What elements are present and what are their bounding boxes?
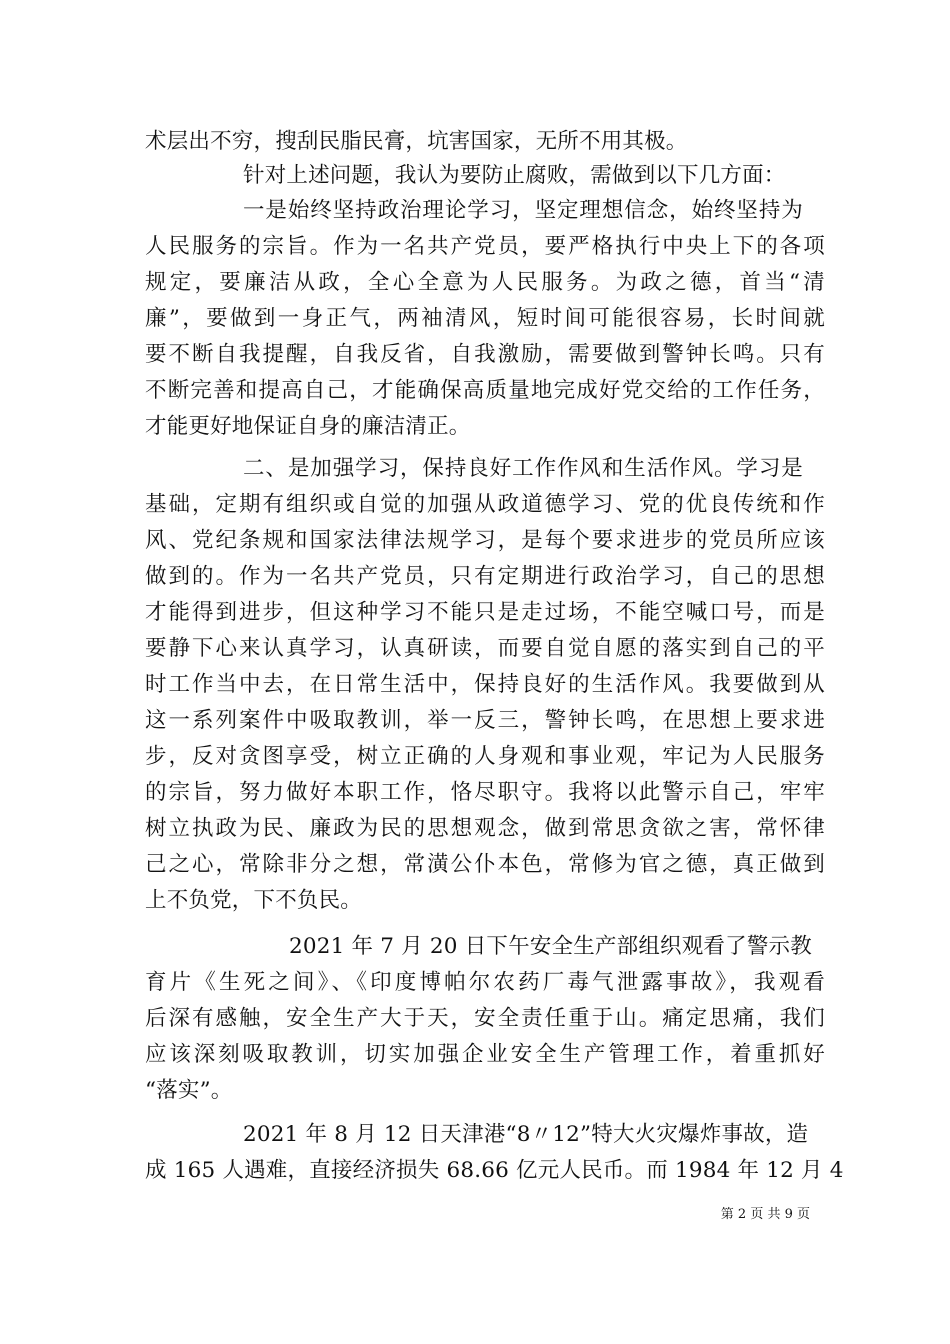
text-line: 不断完善和提高自己，才能确保高质量地完成好党交给的工作任务， (145, 378, 825, 403)
text-line: 做到的。作为一名共产党员，只有定期进行政治学习，自己的思想 (145, 564, 825, 589)
text-line: 后深有感触，安全生产大于天，安全责任重于山。痛定思痛，我们 (145, 1006, 825, 1031)
text-line: 要不断自我提醒，自我反省，自我激励，需要做到警钟长鸣。只有 (145, 342, 825, 367)
text-line: 2021 年 8 月 12 日天津港“8〃12”特大火灾爆炸事故，造 (243, 1122, 809, 1147)
text-line: 廉”，要做到一身正气，两袖清风，短时间可能很容易，长时间就 (145, 306, 825, 331)
text-line: 时工作当中去，在日常生活中，保持良好的生活作风。我要做到从 (145, 672, 825, 697)
text-line: 规定，要廉洁从政，全心全意为人民服务。为政之德，首当“清 (145, 270, 825, 295)
text-line: 这一系列案件中吸取教训，举一反三，警钟长鸣，在思想上要求进 (145, 708, 825, 733)
text-line: 育片《生死之间》、《印度博帕尔农药厂毒气泄露事故》，我观看 (145, 970, 825, 995)
text-line: “落实”。 (145, 1078, 233, 1103)
text-line: 的宗旨，努力做好本职工作，恪尽职守。我将以此警示自己，牢牢 (145, 780, 825, 805)
text-line: 二、是加强学习，保持良好工作作风和生活作风。学习是 (243, 456, 803, 481)
text-line: 上不负党，下不负民。 (145, 888, 363, 913)
text-line: 才能得到进步，但这种学习不能只是走过场，不能空喊口号，而是 (145, 600, 825, 625)
text-line: 己之心，常除非分之想，常潢公仆本色，常修为官之德，真正做到 (145, 852, 825, 877)
text-line: 步，反对贪图享受，树立正确的人身观和事业观，牢记为人民服务 (145, 744, 825, 769)
text-line: 成 165 人遇难，直接经济损失 68.66 亿元人民币。而 1984 年 12 月 4 (145, 1158, 844, 1183)
text-line: 基础，定期有组织或自觉的加强从政道德学习、党的优良传统和作 (145, 492, 825, 517)
text-line: 才能更好地保证自身的廉洁清正。 (145, 414, 471, 439)
text-line: 术层出不穷，搜刮民脂民膏，坑害国家，无所不用其极。 (145, 129, 688, 154)
text-line: 应该深刻吸取教训，切实加强企业安全生产管理工作，着重抓好 (145, 1042, 825, 1067)
text-line: 人民服务的宗旨。作为一名共产党员，要严格执行中央上下的各项 (145, 234, 825, 259)
text-line: 要静下心来认真学习，认真研读，而要自觉自愿的落实到自己的平 (145, 636, 825, 661)
text-line: 一是始终坚持政治理论学习，坚定理想信念，始终坚持为 (243, 198, 803, 223)
page-number: 第 2 页 共 9 页 (720, 1207, 810, 1222)
text-line: 针对上述问题，我认为要防止腐败，需做到以下几方面： (243, 163, 786, 188)
text-line: 2021 年 7 月 20 日下午安全生产部组织观看了警示教 (289, 934, 812, 959)
text-line: 树立执政为民、廉政为民的思想观念，做到常思贪欲之害，常怀律 (145, 816, 825, 841)
text-line: 风、党纪条规和国家法律法规学习，是每个要求进步的党员所应该 (145, 528, 825, 553)
